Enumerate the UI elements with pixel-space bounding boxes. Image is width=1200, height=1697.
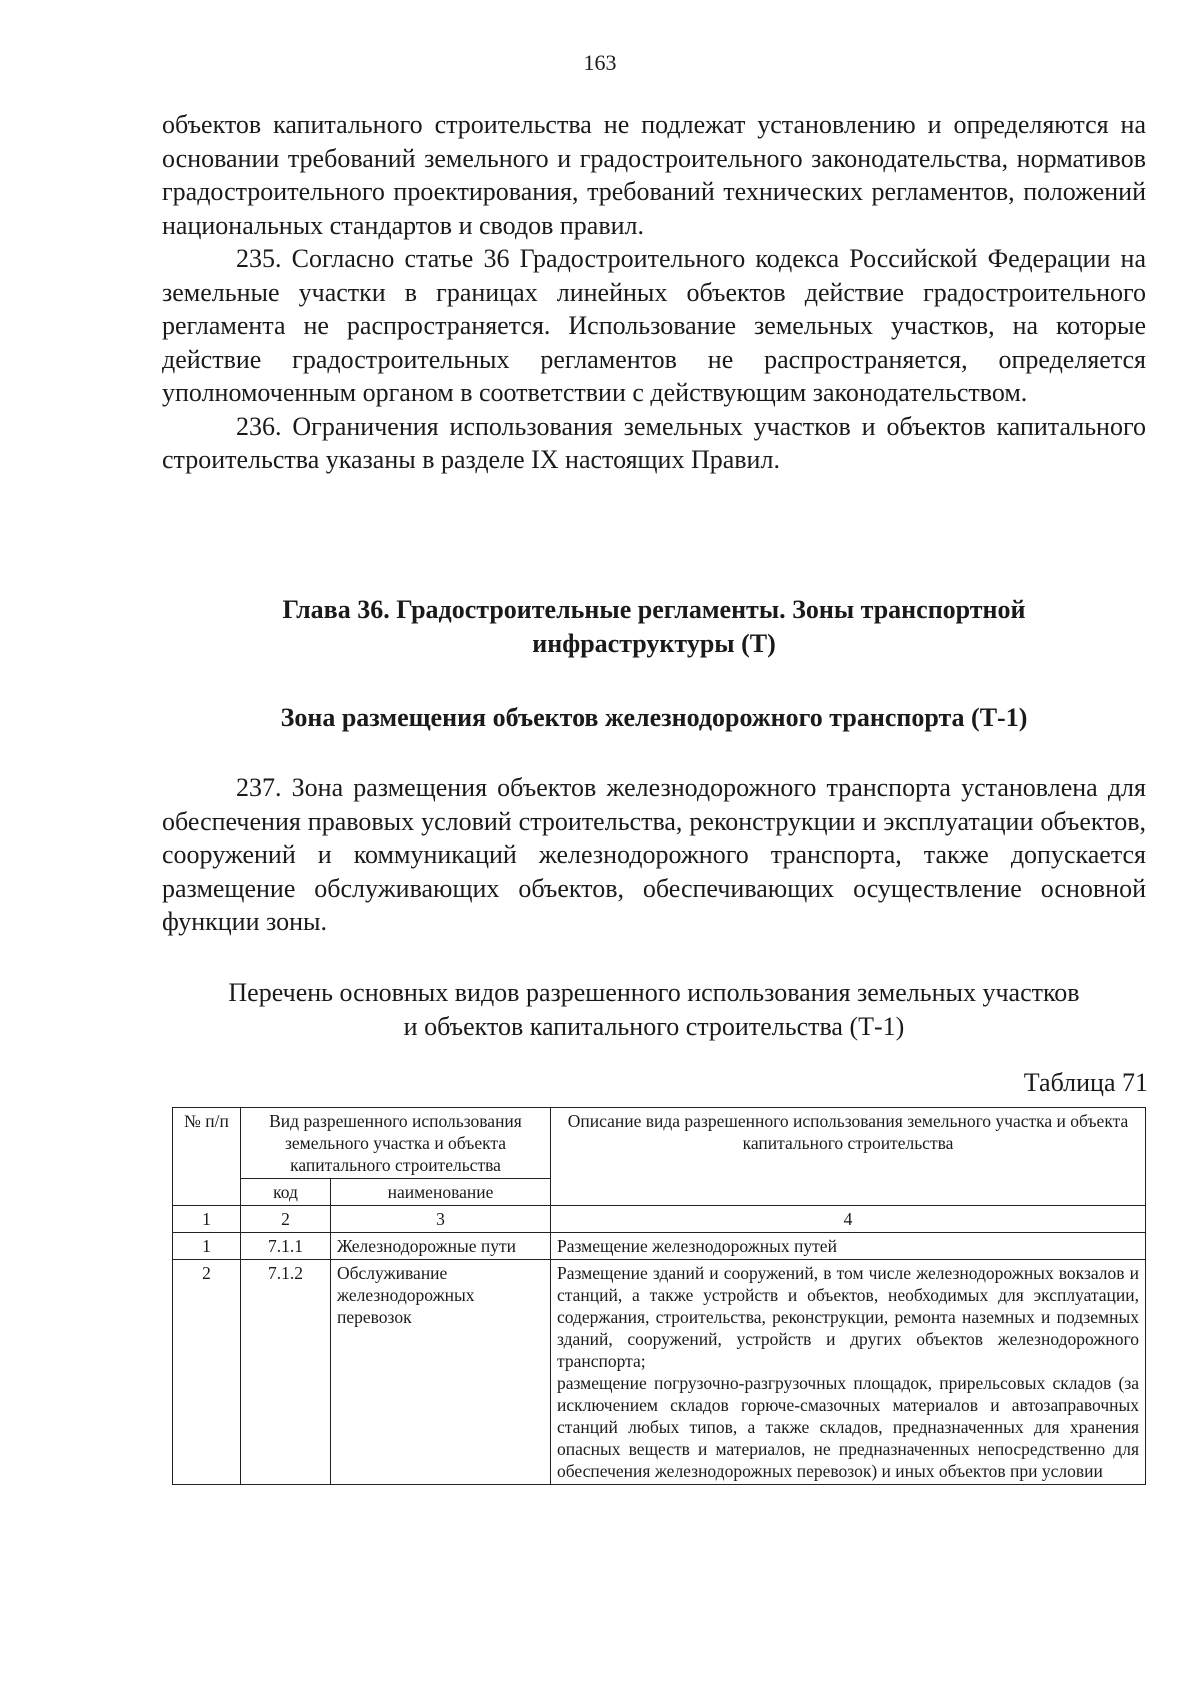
list-title-line2: и объектов капитального строительства (Т-1) [403,1012,905,1041]
header-number: № п/п [173,1108,241,1206]
table-caption: Таблица 71 [1023,1068,1148,1097]
column-number: 1 [173,1206,241,1233]
list-title-line1: Перечень основных видов разрешенного использования земельных участков [228,978,1080,1007]
paragraph-continuation: объектов капитального строительства не подлежат установлению и определяются на основании требований земельного и градостроительного законодательства, нормативов градостроительного проектирования, требований технических регламентов, положений национальных стандартов и сводов правил. [162,110,1146,240]
page-number: 163 [583,50,617,75]
list-title [162,976,1146,1044]
paragraph-235: 235. Согласно статье 36 Градостроительного кодекса Российской Федерации на земельные участки в границах линейных объектов действие градостроительного регламента не распространяется. Использование земельных участков, на которые действие градостроительных регламентов не распространяется, определяется уполномоченным органом в соответствии с действующим законодательством. [162,244,1146,407]
paragraph-236: 236. Ограничения использования земельных участков и объектов капитального строительства указаны в разделе IX настоящих Правил. [162,411,1146,474]
column-number: 2 [241,1206,331,1233]
header-description: Описание вида разрешенного использования земельного участка и объекта капитального строительства [551,1108,1146,1206]
body-text [162,108,1146,477]
row-name: Железнодорожные пути [331,1233,551,1260]
row-code: 7.1.1 [241,1233,331,1260]
header-name: наименование [331,1179,551,1206]
chapter-heading-line1: Глава 36. Градостроительные регламенты. Зоны транспортной [282,595,1026,624]
header-kind: Вид разрешенного использования земельного участка и объекта капитального строительства [241,1108,551,1179]
regulations-table [172,1107,1146,1485]
paragraph-237: 237. Зона размещения объектов железнодорожного транспорта установлена для обеспечения правовых условий строительства, реконструкции и эксплуатации объектов, сооружений и коммуникаций железнодорожного транспорта, также допускается размещение обслуживающих объектов, обеспечивающих осуществление основной функции зоны. [162,773,1146,936]
column-number-row [173,1206,1146,1233]
zone-text [162,771,1146,939]
row-description-paragraph: Размещение железнодорожных путей [557,1236,837,1256]
chapter-heading [162,593,1146,661]
row-description-paragraph: размещение погрузочно-разгрузочных площадок, прирельсовых складов (за исключением складов горюче-смазочных материалов и автозаправочных станций любых типов, а также складов, предназначенных для хранения опасных веществ и материалов, не предназначенных непосредственно для обеспечения железнодорожных перевозок) и иных объектов при условии [557,1373,1139,1481]
column-number: 3 [331,1206,551,1233]
chapter-heading-line2: инфраструктуры (Т) [532,629,776,658]
header-code: код [241,1179,331,1206]
row-name: Обслуживание железнодорожных перевозок [331,1260,551,1485]
row-number: 2 [173,1260,241,1485]
table-row [173,1233,1146,1260]
table-row [173,1260,1146,1485]
column-number: 4 [551,1206,1146,1233]
row-description [551,1260,1146,1485]
zone-heading: Зона размещения объектов железнодорожного транспорта (Т-1) [280,703,1028,732]
row-code: 7.1.2 [241,1260,331,1485]
row-description-paragraph: Размещение зданий и сооружений, в том числе железнодорожных вокзалов и станций, а также устройств и объектов, необходимых для эксплуатации, содержания, строительства, реконструкции, ремонта наземных и подземных зданий, сооружений, устройств и других объектов железнодорожного транспорта; [557,1263,1139,1371]
row-description [551,1233,1146,1260]
row-number: 1 [173,1233,241,1260]
